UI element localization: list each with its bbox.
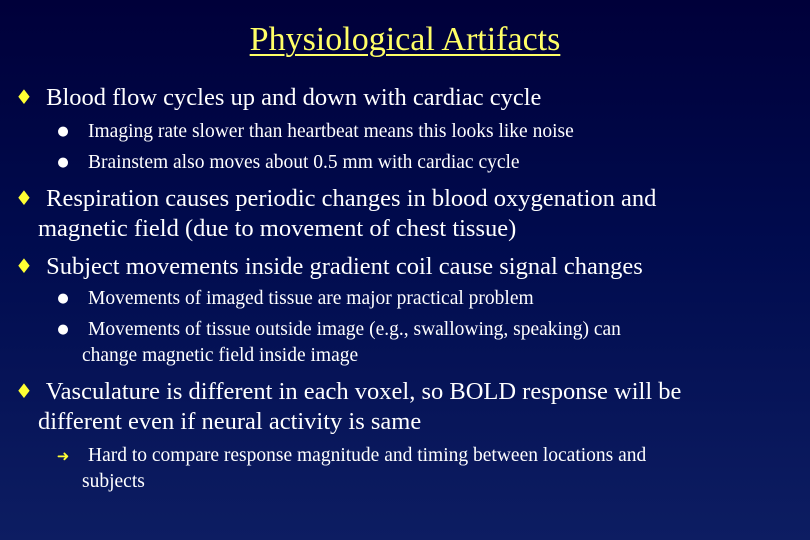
sub-bullet-text-line1: Movements of tissue outside image (e.g., swallowing, speaking) can — [88, 319, 621, 340]
sub-bullet-brainstem — [57, 150, 520, 176]
bullet-text: Blood flow cycles up and down with cardiac cycle — [46, 84, 542, 111]
diamond-icon: ♦ — [15, 85, 33, 109]
bullet-text-line1: Respiration causes periodic changes in blood oxygenation and — [46, 185, 657, 212]
sub-bullet-outside-tissue — [57, 317, 621, 369]
bullet-respiration — [15, 184, 657, 244]
sub-bullet-text: Brainstem also moves about 0.5 mm with cardiac cycle — [88, 152, 520, 173]
sub-bullet-text: Imaging rate slower than heartbeat means this looks like noise — [88, 121, 574, 142]
bullet-text-line1: Vasculature is different in each voxel, so BOLD response will be — [45, 378, 682, 405]
dot-icon: ● — [57, 155, 69, 170]
slide-title: Physiological Artifacts — [249, 21, 561, 58]
sub-bullet-text-line1: Hard to compare response magnitude and timing between locations and — [88, 445, 647, 466]
diamond-icon: ♦ — [15, 186, 33, 210]
dot-icon: ● — [57, 291, 69, 306]
bullet-subject-movements — [15, 252, 643, 282]
sub-bullet-text-line2: subjects — [82, 471, 145, 492]
dot-icon: ● — [57, 124, 69, 139]
bullet-text-line2: magnetic field (due to movement of chest tissue) — [38, 215, 517, 242]
bullet-text: Subject movements inside gradient coil cause signal changes — [46, 253, 643, 280]
bullet-text-line2: different even if neural activity is same — [38, 408, 422, 435]
sub-bullet-hard-to-compare — [56, 443, 647, 495]
bullet-blood-flow — [15, 83, 542, 113]
arrow-right-icon: ➜ — [56, 447, 70, 465]
sub-bullet-imaged-tissue — [57, 286, 534, 312]
sub-bullet-text-line2: change magnetic field inside image — [82, 345, 359, 366]
sub-bullet-imaging-rate — [57, 119, 574, 145]
diamond-icon: ♦ — [15, 254, 33, 278]
sub-bullet-text: Movements of imaged tissue are major practical problem — [88, 288, 534, 309]
dot-icon: ● — [57, 322, 69, 337]
bullet-vasculature — [15, 377, 682, 437]
diamond-icon: ♦ — [15, 379, 33, 403]
